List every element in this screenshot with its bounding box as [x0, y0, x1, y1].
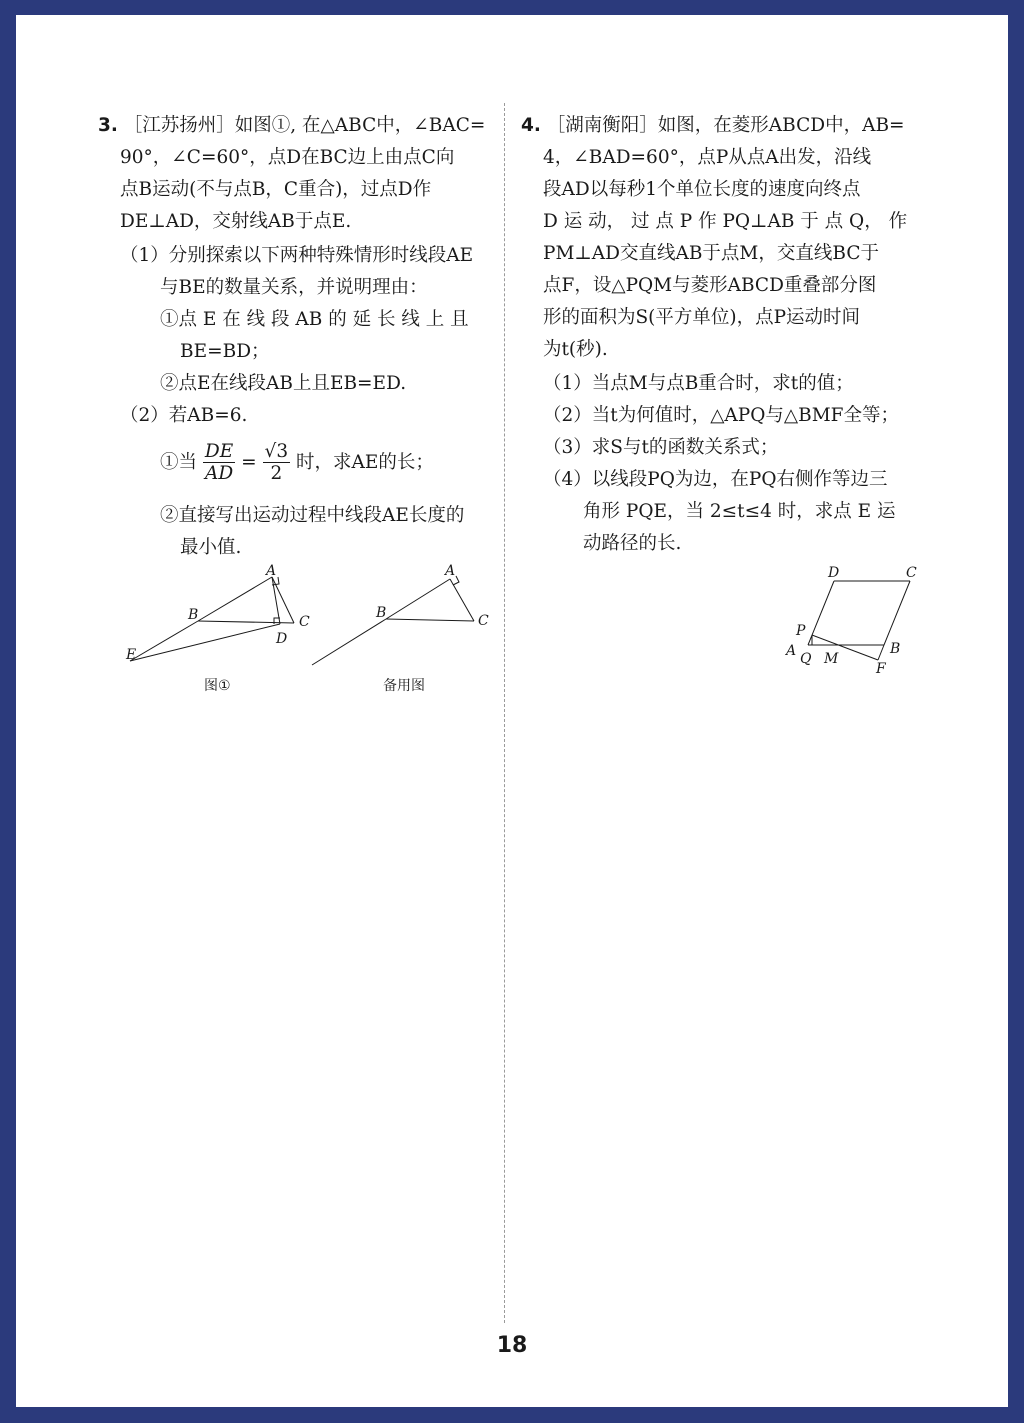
problem-4-part-1: （1）当点M与点B重合时，求t的值； — [543, 373, 854, 394]
page — [16, 15, 1008, 1407]
problem-3-part-1: （1）分别探索以下两种特殊情形时线段AE — [120, 245, 474, 266]
problem-3-sub-2: ②直接写出运动过程中线段AE长度的 — [160, 505, 465, 526]
fig1-label-d: D — [276, 631, 288, 647]
fraction-de-ad: $\frac{DE}{AD}$ — [204, 441, 234, 485]
problem-3-line-4: DE⊥AD，交射线AB于点E. — [120, 211, 352, 232]
fig4-label-p: P — [796, 623, 806, 639]
problem-3-sub-1: ①当 $\frac{DE}{AD}$ = $\frac{√3}{2}$ 时，求AE的长； — [160, 441, 434, 485]
fig1-label-b: B — [188, 607, 199, 623]
problem-4-line-4: D 运 动， 过 点 P 作 PQ⊥AB 于 点 Q， 作 — [543, 211, 908, 232]
fig4-label-f: F — [876, 661, 886, 673]
problem-3-figures — [116, 563, 496, 703]
problem-3-part-2: （2）若AB=6. — [120, 405, 248, 426]
column-divider — [504, 103, 505, 1323]
figure-spare — [312, 576, 474, 665]
page-number: 18 — [496, 1333, 528, 1358]
problem-4-figure — [776, 563, 926, 673]
fig4-label-m: M — [824, 651, 839, 667]
problem-4-line-6: 点F，设△PQM与菱形ABCD重叠部分图 — [543, 275, 877, 296]
problem-3-sub-2-cont: 最小值. — [180, 537, 242, 558]
problem-4-number: 4. — [521, 115, 541, 136]
fig1-label-c: C — [299, 614, 310, 630]
problem-4-line-1: 4. ［湖南衡阳］如图，在菱形ABCD中，AB= — [521, 115, 905, 136]
fig4-label-d: D — [828, 565, 840, 581]
problem-4-line-7: 形的面积为S(平方单位)，点P运动时间 — [543, 307, 861, 328]
figure-spare-caption: 备用图 — [383, 678, 425, 694]
problem-4-line-2: 4，∠BAD=60°，点P从点A出发，沿线 — [543, 147, 872, 168]
fig4-label-a: A — [786, 643, 797, 659]
problem-3-case-1-cont: BE=BD； — [180, 341, 270, 362]
figure-1-caption: 图① — [204, 678, 231, 694]
problem-3-part-1-cont: 与BE的数量关系，并说明理由： — [160, 277, 428, 298]
problem-4-part-3: （3）求S与t的函数关系式； — [543, 437, 779, 458]
problem-4-line-5: PM⊥AD交直线AB于点M，交直线BC于 — [543, 243, 879, 264]
problem-3-line-3: 点B运动(不与点B，C重合)，过点D作 — [120, 179, 432, 200]
problem-3-case-1: ①点 E 在 线 段 AB 的 延 长 线 上 且 — [160, 309, 469, 330]
problem-4-line-8: 为t(秒). — [543, 339, 608, 360]
figure-1 — [130, 577, 294, 661]
fig1-label-a: A — [266, 563, 277, 579]
problem-3-line-1: 3. ［江苏扬州］如图①, 在△ABC中，∠BAC= — [98, 115, 486, 136]
problem-4-line-3: 段AD以每秒1个单位长度的速度向终点 — [543, 179, 861, 200]
problem-4-part-4: （4）以线段PQ为边，在PQ右侧作等边三 — [543, 469, 888, 490]
problem-4-part-4-cont: 角形 PQE，当 2≤t≤4 时，求点 E 运 — [583, 501, 896, 522]
fig2-label-b: B — [376, 605, 387, 621]
problem-3-case-2: ②点E在线段AB上且EB=ED. — [160, 373, 407, 394]
fig4-label-b: B — [890, 641, 901, 657]
problem-4-part-4-cont-2: 动路径的长. — [583, 533, 682, 554]
fig2-label-a: A — [445, 563, 456, 579]
fig4-label-q: Q — [800, 651, 812, 667]
fraction-sqrt3-2: $\frac{√3}{2}$ — [264, 441, 289, 485]
problem-3-number: 3. — [98, 115, 118, 136]
fig4-label-c: C — [906, 565, 917, 581]
fig1-label-e: E — [126, 647, 137, 663]
problem-3-line-2: 90°，∠C=60°，点D在BC边上由点C向 — [120, 147, 455, 168]
fig2-label-c: C — [478, 613, 489, 629]
problem-4-part-2: （2）当t为何值时，△APQ与△BMF全等； — [543, 405, 900, 426]
